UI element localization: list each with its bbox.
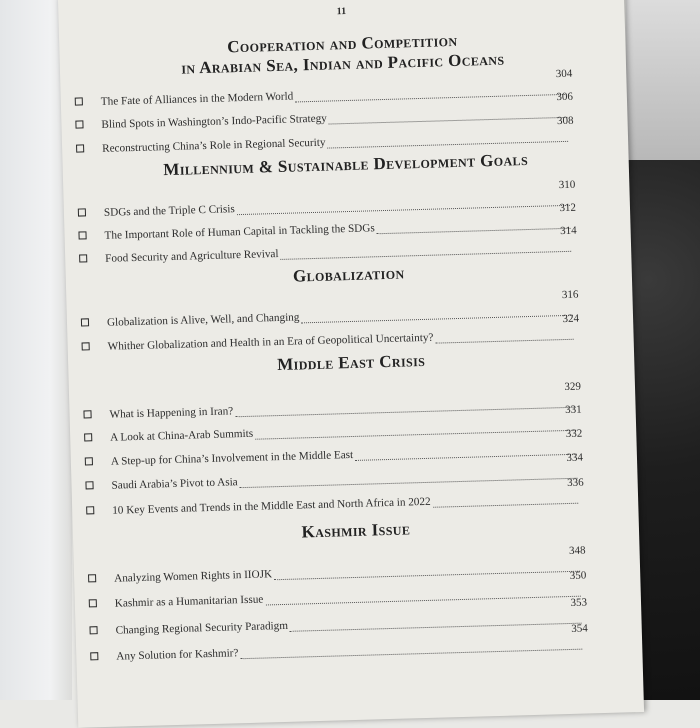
section-heading-line: in Arabian Sea, Indian and Pacific Oceans — [181, 49, 505, 78]
entry-page-number: 348 — [568, 544, 586, 557]
page-number: 11 — [336, 6, 347, 18]
entry-title: Globalization is Alive, Well, and Changing — [106, 311, 300, 329]
checkbox-icon[interactable] — [88, 574, 96, 582]
section-heading — [69, 27, 616, 82]
checkbox-icon[interactable] — [90, 652, 98, 660]
dot-leader — [377, 228, 571, 234]
entry-title: The Fate of Alliances in the Modern World — [100, 90, 294, 108]
entry-title: A Step-up for China’s Involvement in the Middle East — [110, 448, 354, 468]
entry-title: Reconstructing China’s Role in Regional Security — [101, 136, 326, 155]
checkbox-icon[interactable] — [89, 599, 97, 607]
dot-leader — [240, 478, 578, 488]
entry-page-number: 353 — [570, 596, 588, 609]
dot-leader — [295, 94, 567, 103]
dot-leader — [237, 205, 570, 215]
section-heading-line: Kashmir Issue — [301, 519, 411, 542]
checkbox-icon[interactable] — [78, 231, 86, 239]
checkbox-icon[interactable] — [86, 506, 94, 514]
dot-leader — [329, 117, 568, 125]
dot-leader — [274, 571, 580, 581]
checkbox-icon[interactable] — [82, 342, 90, 350]
entry-page-number: 308 — [556, 114, 574, 128]
dot-leader — [290, 623, 582, 632]
background-right-top — [626, 0, 700, 160]
entry-title: What is Happening in Iran? — [109, 405, 234, 421]
entry-title: Blind Spots in Washington’s Indo-Pacific Strategy — [101, 112, 327, 131]
entry-page-number: 354 — [571, 622, 588, 635]
entry-page-number: 332 — [565, 427, 583, 441]
checkbox-icon[interactable] — [83, 410, 91, 418]
entry-title: Food Security and Agriculture Revival — [105, 247, 279, 265]
checkbox-icon[interactable] — [84, 433, 92, 441]
section-heading-line: Millennium & Sustainable Development Goals — [163, 149, 529, 180]
section-heading-line: Globalization — [292, 263, 405, 286]
entry-page-number: 336 — [566, 476, 584, 490]
checkbox-icon[interactable] — [75, 97, 83, 105]
checkbox-icon[interactable] — [78, 208, 86, 216]
entry-title: Any Solution for Kashmir? — [116, 647, 239, 663]
entry-page-number: 304 — [555, 67, 573, 81]
entry-title: Whither Globalization and Health in an Era of Geopolitical Uncertainty? — [107, 331, 434, 353]
entry-page-number: 324 — [562, 312, 580, 326]
section-heading-line: Middle East Crisis — [276, 350, 426, 375]
checkbox-icon[interactable] — [75, 120, 83, 128]
checkbox-icon[interactable] — [85, 457, 93, 465]
entry-title: Changing Regional Security Paradigm — [115, 619, 289, 637]
checkbox-icon[interactable] — [81, 318, 89, 326]
entry-title: A Look at China-Arab Summits — [110, 427, 254, 444]
checkbox-icon[interactable] — [79, 254, 87, 262]
dot-leader — [327, 141, 568, 149]
dot-leader — [433, 503, 578, 508]
entry-title: The Important Role of Human Capital in Tackling the SDGs — [104, 222, 375, 242]
entry-page-number: 316 — [561, 288, 579, 302]
entry-title: Saudi Arabia’s Pivot to Asia — [111, 476, 238, 492]
dot-leader — [266, 596, 581, 606]
entry-page-number: 329 — [564, 380, 582, 394]
entry-title: Kashmir as a Humanitarian Issue — [114, 593, 264, 610]
dot-leader — [280, 251, 571, 260]
dot-leader — [301, 315, 573, 324]
entry-page-number: 312 — [559, 201, 577, 215]
dot-leader — [355, 454, 577, 461]
entry-page-number: 331 — [564, 403, 582, 417]
book-page — [58, 0, 644, 728]
section-heading-line: Cooperation and Competition — [226, 30, 458, 57]
checkbox-icon[interactable] — [76, 144, 84, 152]
dot-leader — [436, 339, 574, 344]
entry-page-number: 334 — [566, 451, 584, 465]
dot-leader — [240, 649, 582, 660]
entry-page-number: 350 — [569, 569, 587, 582]
dot-leader — [236, 407, 576, 417]
entry-title: 10 Key Events and Trends in the Middle East and North Africa in 2022 — [112, 495, 431, 517]
dot-leader — [255, 430, 576, 440]
entry-title: Analyzing Women Rights in IIOJK — [113, 568, 273, 585]
checkbox-icon[interactable] — [89, 626, 97, 634]
entry-page-number: 310 — [558, 178, 576, 192]
entry-page-number: 306 — [556, 90, 574, 104]
section-heading — [83, 513, 629, 548]
checkbox-icon[interactable] — [85, 481, 93, 489]
entry-title: SDGs and the Triple C Crisis — [103, 203, 235, 219]
entry-page-number: 314 — [559, 224, 577, 238]
